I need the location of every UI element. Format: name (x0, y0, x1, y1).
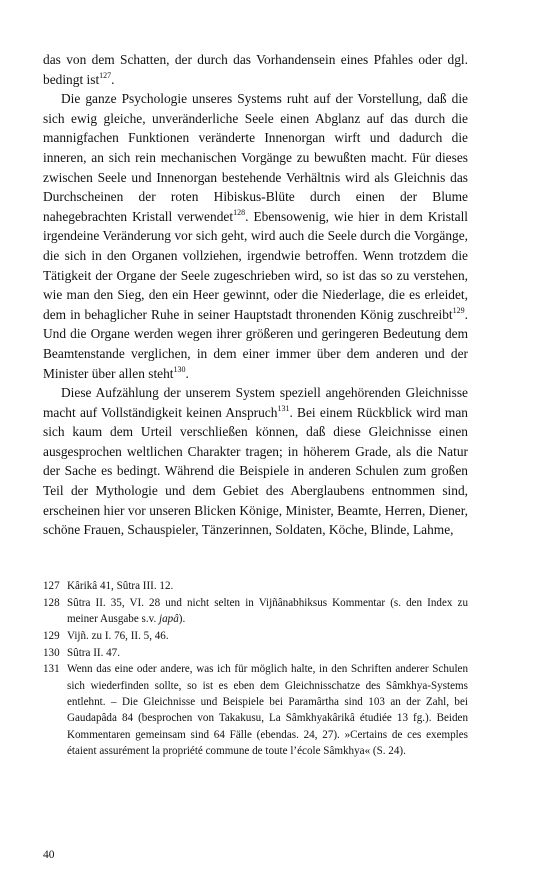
footnote-reference: 131 (277, 403, 290, 413)
text-run: . Und die Organe werden wegen ihrer größeren und geringeren Bedeutung dem Beamtenstande verglichen, in dem einer immer über dem anderen und der Minister über allen steht (43, 306, 468, 381)
footnote-reference: 129 (452, 305, 465, 315)
text-run: Wenn das eine oder andere, was ich für möglich halte, in den Schriften anderer Schulen sich wiederfinden sollte, so ist es eben dem Gleichnisschatze des Sâmkhya-Systems entlehnt. – Die Gleichnisse und Beispiele bei Paramârtha sind 103 an der Zahl, bei Gaudapâda 84 (besprochen von Takakusu, La Sâmkhyakârikâ étudiée 13 fg.). Beiden Kommentaren gemeinsam sind 64 Fälle (ebendas. 24, 27). »Certains de ces exemples étaient assurément la propriété commune de toute l’école Sâmkhya« (S. 24). (67, 663, 468, 757)
paragraph (43, 89, 468, 383)
footnote-number: 129 (43, 629, 60, 642)
footnote-text (67, 628, 468, 644)
text-run: Die ganze Psychologie unseres Systems ruht auf der Vorstellung, daß die sich ewig gleiche, unveränderliche Seele einen Abglanz auf das durch die mannigfachen Funktionen veränderte Innenorgan wirft und dadurch die inneren, an sich rein mechanischen Vorgänge zu bewußten macht. Für dieses zwischen Seele und Innenorgan bestehende Verhältnis wird als Gleichnis das Durchscheinen der roten Hibiskus-Blüte durch einen der Blume nahegebrachten Kristall verwendet (43, 91, 468, 224)
footnote-text (67, 595, 468, 628)
footnotes (43, 578, 468, 760)
text-run: Sûtra II. 35, VI. 28 und nicht selten in Vijñânabhiksus Kommentar (s. den Index zu meiner Ausgabe s.v. (67, 596, 468, 626)
footnote (43, 595, 468, 628)
italic-text: japâ (159, 613, 179, 626)
footnote-text (67, 645, 468, 661)
text-run: Vijñ. zu I. 76, II. 5, 46. (67, 629, 169, 642)
footnote (43, 628, 468, 644)
text-run: . (185, 365, 189, 381)
footnote (43, 645, 468, 661)
paragraph (43, 50, 468, 89)
footnote-number: 127 (43, 580, 60, 592)
text-run: Diese Aufzählung der unserem System speziell angehörenden Gleichnisse macht auf Vollständigkeit keinen Anspruch (43, 385, 468, 420)
text-run: . Ebensowenig, wie hier in dem Kristall irgendeine Veränderung vor sich geht, wird auch die Seele durch die Vorgänge, die sich in den Organen vollziehen, irgendwie betroffen. Wenn trotzdem die Tätigkeit der Organe der Seele zugeschrieben wird, so ist das so zu verstehen, wie man den Sieg, den ein Heer gewinnt, oder die Niederlage, die es erleidet, dem in behaglicher Ruhe in seiner Hauptstadt thronenden König zuschreibt (43, 208, 469, 322)
body-text (43, 50, 468, 540)
text-run: Sûtra II. 47. (67, 646, 120, 659)
footnote-reference: 127 (99, 70, 112, 80)
footnote-number: 128 (43, 596, 60, 609)
footnote-text (67, 578, 468, 594)
footnote-reference: 130 (173, 364, 186, 374)
page-number: 40 (43, 849, 55, 861)
text-run: . Bei einem Rückblick wird man sich kaum dem Urteil verschließen können, daß diese Gleichnisse einen ausgesprochen weltlichen Charakter tragen; in höherem Grade, als die Natur der Sache es bedingt. Während die Beispiele in anderen Schulen zum großen Teil der Mythologie und dem Gebiet des Aberglaubens entnommen sind, erscheinen hier vor unseren Blicken Könige, Minister, Beamte, Herren, Diener, schöne Frauen, Schauspieler, Tänzerinnen, Soldaten, Köche, Blinde, Lahme, (43, 404, 468, 538)
paragraph (43, 383, 468, 540)
text-run: das von dem Schatten, der durch das Vorhandensein eines Pfahles oder dgl. bedingt ist (43, 52, 468, 87)
text-run: . (111, 71, 115, 87)
footnote (43, 661, 468, 759)
footnote-text (67, 661, 468, 759)
text-run: ). (178, 613, 186, 626)
footnote-number: 131 (43, 663, 60, 676)
footnote-reference: 128 (233, 207, 246, 217)
footnote (43, 578, 468, 594)
footnote-number: 130 (43, 646, 60, 659)
text-run: Kârikâ 41, Sûtra III. 12. (67, 580, 174, 592)
